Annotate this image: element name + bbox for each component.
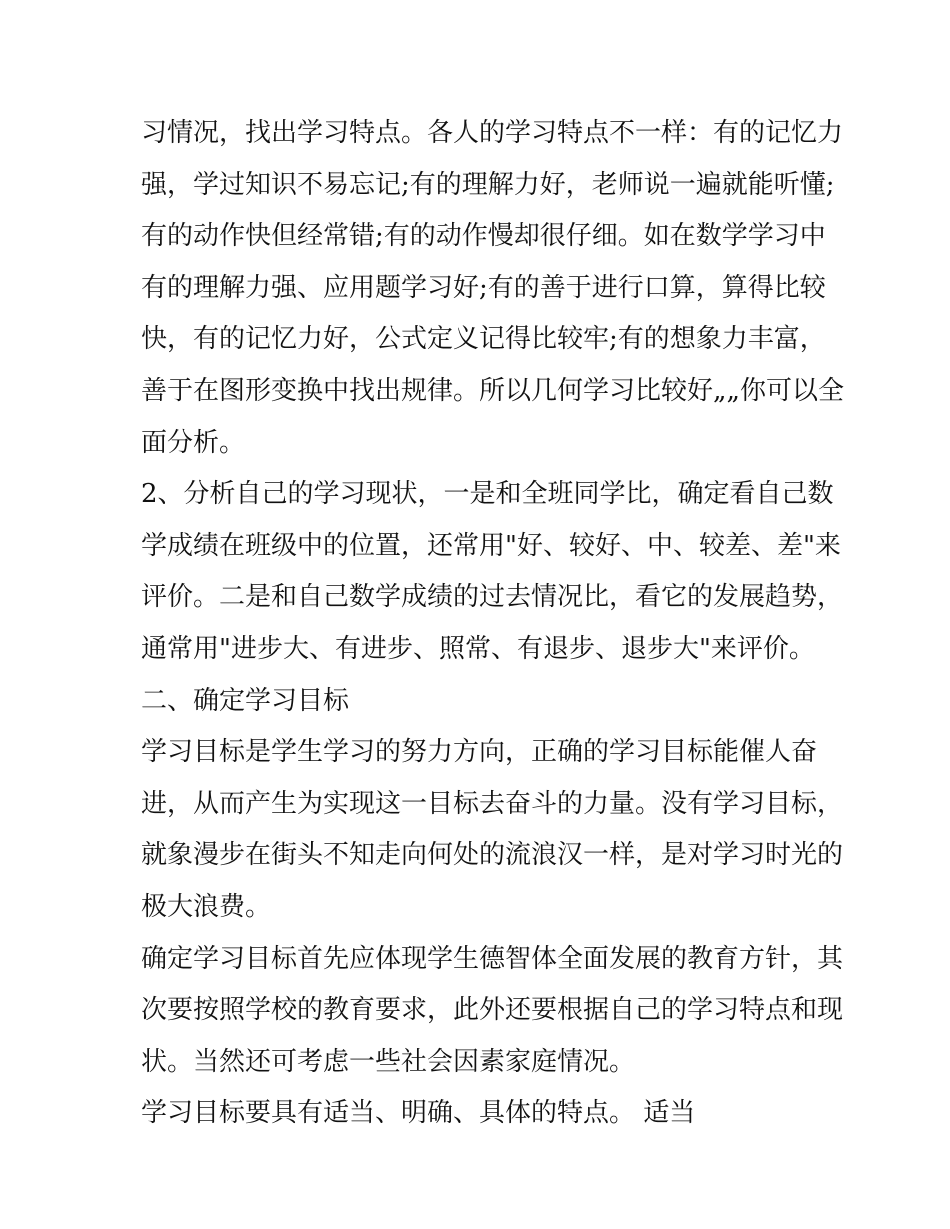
body-line-2: 强，学过知识不易忘记;有的理解力好，老师说一遍就能听懂; [141, 169, 835, 200]
body-line-7: 面分析。 [141, 427, 246, 458]
body-line-10: 评价。二是和自己数学成绩的过去情况比，看它的发展趋势， [141, 582, 844, 613]
body-line-20: 学习目标要具有适当、明确、具体的特点。 适当 [141, 1098, 696, 1129]
body-line-8: 2、分析自己的学习现状，一是和全班同学比，确定看自己数 [141, 479, 834, 510]
body-line-1: 习情况，找出学习特点。各人的学习特点不一样：有的记忆力 [141, 118, 844, 148]
body-line-3: 有的动作快但经常错;有的动作慢却很仔细。如在数学学习中 [141, 221, 826, 252]
body-line-18: 次要按照学校的教育要求，此外还要根据自己的学习特点和现 [141, 995, 844, 1026]
body-line-6: 善于在图形变换中找出规律。所以几何学习比较好„„你可以全 [141, 375, 844, 406]
body-line-15: 就象漫步在街头不知走向何处的流浪汉一样，是对学习时光的 [141, 840, 844, 871]
body-line-9: 学成绩在班级中的位置，还常用"好、较好、中、较差、差"来 [141, 530, 841, 561]
body-line-14: 进，从而产生为实现这一目标去奋斗的力量。没有学习目标， [141, 788, 844, 819]
body-line-16: 极大浪费。 [141, 891, 272, 922]
body-line-19: 状。当然还可考虑一些社会因素家庭情况。 [141, 1046, 636, 1077]
section-heading: 二、确定学习目标 [141, 685, 350, 716]
body-line-4: 有的理解力强、应用题学习好;有的善于进行口算，算得比较 [141, 272, 826, 303]
body-line-13: 学习目标是学生学习的努力方向，正确的学习目标能催人奋 [141, 737, 818, 768]
body-line-17: 确定学习目标首先应体现学生德智体全面发展的教育方针，其 [141, 943, 844, 974]
body-line-11: 通常用"进步大、有进步、照常、有退步、退步大"来评价。 [141, 633, 815, 664]
document-body [141, 108, 844, 1140]
body-line-5: 快，有的记忆力好，公式定义记得比较牢;有的想象力丰富， [141, 324, 826, 355]
